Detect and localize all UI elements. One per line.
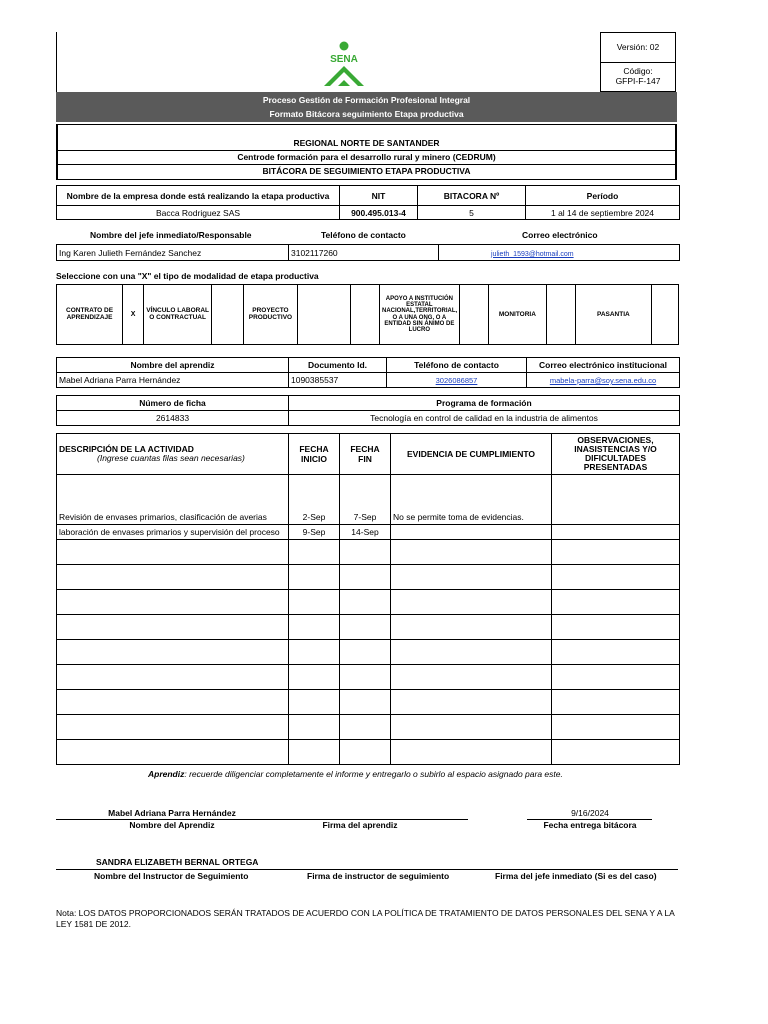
h-boss-telefono: Teléfono de contacto (321, 230, 406, 240)
aprendiz-correo-link[interactable]: mabela-parra@soy.sena.edu.co (549, 376, 657, 385)
empty-cell[interactable] (289, 615, 340, 640)
empty-cell[interactable] (289, 540, 340, 565)
instructor-sig-line (56, 869, 678, 870)
aprendiz-telefono-cell (387, 373, 527, 388)
empty-cell[interactable] (391, 740, 552, 765)
empty-cell[interactable] (391, 690, 552, 715)
vinculo-mark[interactable] (212, 285, 243, 345)
empty-cell[interactable] (552, 640, 680, 665)
apoyo-institucion: APOYO A INSTITUCIÓN ESTATAL NACIONAL,TERRITORIAL, O A UNA ONG, O A ENTIDAD SIN ÁNIMO DE LUCRO (380, 285, 460, 345)
empty-cell[interactable] (289, 565, 340, 590)
table-row (57, 665, 680, 690)
banner-line2: Formato Bitácora seguimiento Etapa productiva (269, 109, 464, 119)
empty-cell[interactable] (340, 590, 391, 615)
pasantia-mark[interactable] (651, 285, 678, 345)
h-fecha-inicio-2: INICIO (301, 454, 327, 464)
ficha-value: 2614833 (57, 411, 289, 426)
h-observaciones: OBSERVACIONES, INASISTENCIAS Y/O DIFICULTADES PRESENTADAS (552, 434, 680, 475)
empty-cell[interactable] (552, 590, 680, 615)
h-fecha-fin (340, 434, 391, 475)
empty-cell[interactable] (57, 565, 289, 590)
bitacora-value: 5 (418, 206, 526, 220)
empty-cell[interactable] (289, 740, 340, 765)
h-boss-nombre: Nombre del jefe inmediato/Responsable (90, 230, 252, 240)
nota-final: Nota: LOS DATOS PROPORCIONADOS SERÁN TRATADOS DE ACUERDO CON LA POLÍTICA DE TRATAMIENTO DE DATOS PERSONALES DEL SENA Y A LA LEY 1581 DE 2012. (56, 908, 675, 929)
table-row (57, 475, 680, 525)
aprendiz-telefono-link[interactable]: 3026086857 (435, 376, 478, 385)
proyecto-mark[interactable] (298, 285, 350, 345)
boss-telefono: 3102117260 (289, 245, 439, 261)
boss-correo-cell (439, 245, 680, 261)
h-ficha: Número de ficha (57, 396, 289, 411)
aprendiz-documento: 1090385537 (289, 373, 387, 388)
h-correo: Correo electrónico institucional (527, 358, 680, 373)
aprendiz-note-label: Aprendiz (148, 769, 185, 779)
table-row (57, 690, 680, 715)
empty-cell[interactable] (552, 565, 680, 590)
table-row (57, 615, 680, 640)
empty-cell[interactable] (391, 665, 552, 690)
regional-title: REGIONAL NORTE DE SANTANDER (58, 137, 675, 151)
pasantia: PASANTIA (576, 285, 652, 345)
empty-cell[interactable] (57, 665, 289, 690)
sena-logo-icon (318, 40, 370, 90)
activity-obs[interactable] (552, 525, 680, 540)
banner-line1: Proceso Gestión de Formación Profesional Integral (262, 95, 471, 105)
empty-cell[interactable] (391, 715, 552, 740)
empty-cell[interactable] (289, 690, 340, 715)
empty-cell[interactable] (391, 640, 552, 665)
blank-cell[interactable] (350, 285, 379, 345)
h-fecha-inicio-1: FECHA (299, 444, 329, 454)
empty-cell[interactable] (340, 740, 391, 765)
label-nombre-aprendiz: Nombre del Aprendiz (129, 820, 215, 830)
activity-inicio[interactable]: 9-Sep (289, 525, 340, 540)
version-box (600, 32, 676, 92)
empty-cell[interactable] (391, 590, 552, 615)
h-descripcion-sub: (Ingrese cuantas filas sean necesarias) (97, 453, 245, 463)
h-aprendiz: Nombre del aprendiz (57, 358, 289, 373)
boss-headers (56, 230, 679, 243)
empty-cell[interactable] (391, 565, 552, 590)
instructor-nombre: SANDRA ELIZABETH BERNAL ORTEGA (96, 857, 259, 867)
activity-desc[interactable]: Revisión de envases primarios, clasificación de averias (57, 475, 289, 525)
h-programa: Programa de formación (289, 396, 680, 411)
nit-value: 900.495.013-4 (340, 206, 418, 220)
h-fecha-fin-2: FIN (358, 454, 372, 464)
boss-table (56, 244, 680, 261)
h-boss-correo: Correo electrónico (522, 230, 598, 240)
table-row (57, 715, 680, 740)
logo-text: SENA (330, 54, 358, 65)
apoyo-mark[interactable] (459, 285, 488, 345)
empty-cell[interactable] (391, 615, 552, 640)
activity-obs[interactable] (552, 475, 680, 525)
h-descripcion (57, 434, 289, 475)
ficha-table (56, 395, 680, 426)
version-label: Versión: 02 (601, 33, 675, 63)
activity-fin[interactable]: 14-Sep (340, 525, 391, 540)
empty-cell[interactable] (552, 615, 680, 640)
modalidad-table (56, 284, 679, 345)
empty-cell[interactable] (552, 740, 680, 765)
aprendiz-correo-cell (527, 373, 680, 388)
empty-cell[interactable] (57, 715, 289, 740)
table-row (57, 565, 680, 590)
table-row (57, 525, 680, 540)
h-periodo: Período (526, 186, 680, 206)
proyecto-productivo: PROYECTO PRODUCTIVO (243, 285, 298, 345)
empty-cell[interactable] (340, 665, 391, 690)
empresa-value: Bacca Rodriguez SAS (57, 206, 340, 220)
empty-cell[interactable] (289, 640, 340, 665)
bitacora-title: BITÁCORA DE SEGUIMIENTO ETAPA PRODUCTIVA (262, 166, 471, 176)
empty-cell[interactable] (289, 715, 340, 740)
table-row (57, 740, 680, 765)
boss-correo-link[interactable]: julieth_1593@hotmail.com (491, 250, 574, 258)
empty-cell[interactable] (57, 690, 289, 715)
h-bitacora: BITACORA Nº (418, 186, 526, 206)
activity-evidencia[interactable] (391, 525, 552, 540)
empty-cell[interactable] (340, 540, 391, 565)
centro-title: Centrode formación para el desarrollo rural y minero (CEDRUM) (58, 151, 675, 165)
aprendiz-nombre: Mabel Adriana Parra Hernández (57, 373, 289, 388)
empty-cell[interactable] (57, 640, 289, 665)
code-label: Código: (623, 66, 653, 76)
empty-cell[interactable] (340, 615, 391, 640)
h-fecha-fin-1: FECHA (350, 444, 380, 454)
monitoria: MONITORIA (489, 285, 547, 345)
aprendiz-note (148, 769, 563, 779)
activities-table (56, 433, 680, 765)
vinculo-laboral: VÍNCULO LABORAL O CONTRACTUAL (144, 285, 212, 345)
h-descripcion-title: DESCRIPCIÓN DE LA ACTIVIDAD (59, 444, 194, 455)
empty-cell[interactable] (57, 615, 289, 640)
periodo-value: 1 al 14 de septiembre 2024 (526, 206, 680, 220)
empty-cell[interactable] (57, 540, 289, 565)
boss-nombre: Ing Karen Julieth Fernández Sanchez (57, 245, 289, 261)
empty-cell[interactable] (289, 665, 340, 690)
label-fecha-entrega: Fecha entrega bitácora (543, 820, 637, 830)
activity-evidencia[interactable]: No se permite toma de evidencias. (391, 475, 552, 525)
empty-cell[interactable] (552, 715, 680, 740)
empty-cell[interactable] (552, 665, 680, 690)
empty-cell[interactable] (340, 565, 391, 590)
contrato-mark[interactable]: X (123, 285, 144, 345)
h-fecha-inicio (289, 434, 340, 475)
activity-fin[interactable]: 7-Sep (340, 475, 391, 525)
h-telefono: Teléfono de contacto (387, 358, 527, 373)
h-documento: Documento Id. (289, 358, 387, 373)
logo (318, 40, 370, 90)
table-row (57, 640, 680, 665)
label-firma-instructor: Firma de instructor de seguimiento (307, 871, 450, 881)
h-nit: NIT (340, 186, 418, 206)
empty-cell[interactable] (552, 690, 680, 715)
empty-cell[interactable] (57, 740, 289, 765)
label-firma-jefe: Firma del jefe inmediato (Si es del caso) (495, 871, 657, 881)
apprentice-table (56, 357, 680, 388)
modalidad-title: Seleccione con una "X" el tipo de modalidad de etapa productiva (56, 271, 319, 281)
h-evidencia: EVIDENCIA DE CUMPLIMIENTO (391, 434, 552, 475)
h-empresa: Nombre de la empresa donde está realizando la etapa productiva (57, 186, 340, 206)
activity-desc[interactable]: laboración de envases primarios y supervisión del proceso (57, 525, 289, 540)
empty-cell[interactable] (340, 690, 391, 715)
aprendiz-note-text: : recuerde diligenciar completamente el informe y entregarlo o subirlo al espacio asignado para este. (184, 769, 563, 779)
empty-cell[interactable] (289, 590, 340, 615)
programa-value: Tecnología en control de calidad en la industria de alimentos (289, 411, 680, 426)
empty-cell[interactable] (552, 540, 680, 565)
table-row (57, 540, 680, 565)
empty-cell[interactable] (340, 640, 391, 665)
empty-cell[interactable] (340, 715, 391, 740)
label-firma-aprendiz: Firma del aprendiz (322, 820, 398, 830)
contrato-aprendizaje: CONTRATO DE APRENDIZAJE (57, 285, 123, 345)
label-nombre-instructor: Nombre del Instructor de Seguimiento (94, 871, 249, 881)
code-box (601, 63, 675, 86)
banner (56, 92, 677, 122)
activity-inicio[interactable]: 2-Sep (289, 475, 340, 525)
aprendiz-nombre-sig: Mabel Adriana Parra Hernández (108, 808, 236, 818)
page-left-border (56, 32, 57, 92)
monitoria-mark[interactable] (546, 285, 575, 345)
fecha-entrega: 9/16/2024 (571, 808, 609, 818)
empty-cell[interactable] (57, 590, 289, 615)
code-value: GFPI-F-147 (615, 76, 661, 86)
table-row (57, 590, 680, 615)
empty-cell[interactable] (391, 540, 552, 565)
company-table (56, 185, 680, 220)
titles-block (56, 124, 677, 180)
